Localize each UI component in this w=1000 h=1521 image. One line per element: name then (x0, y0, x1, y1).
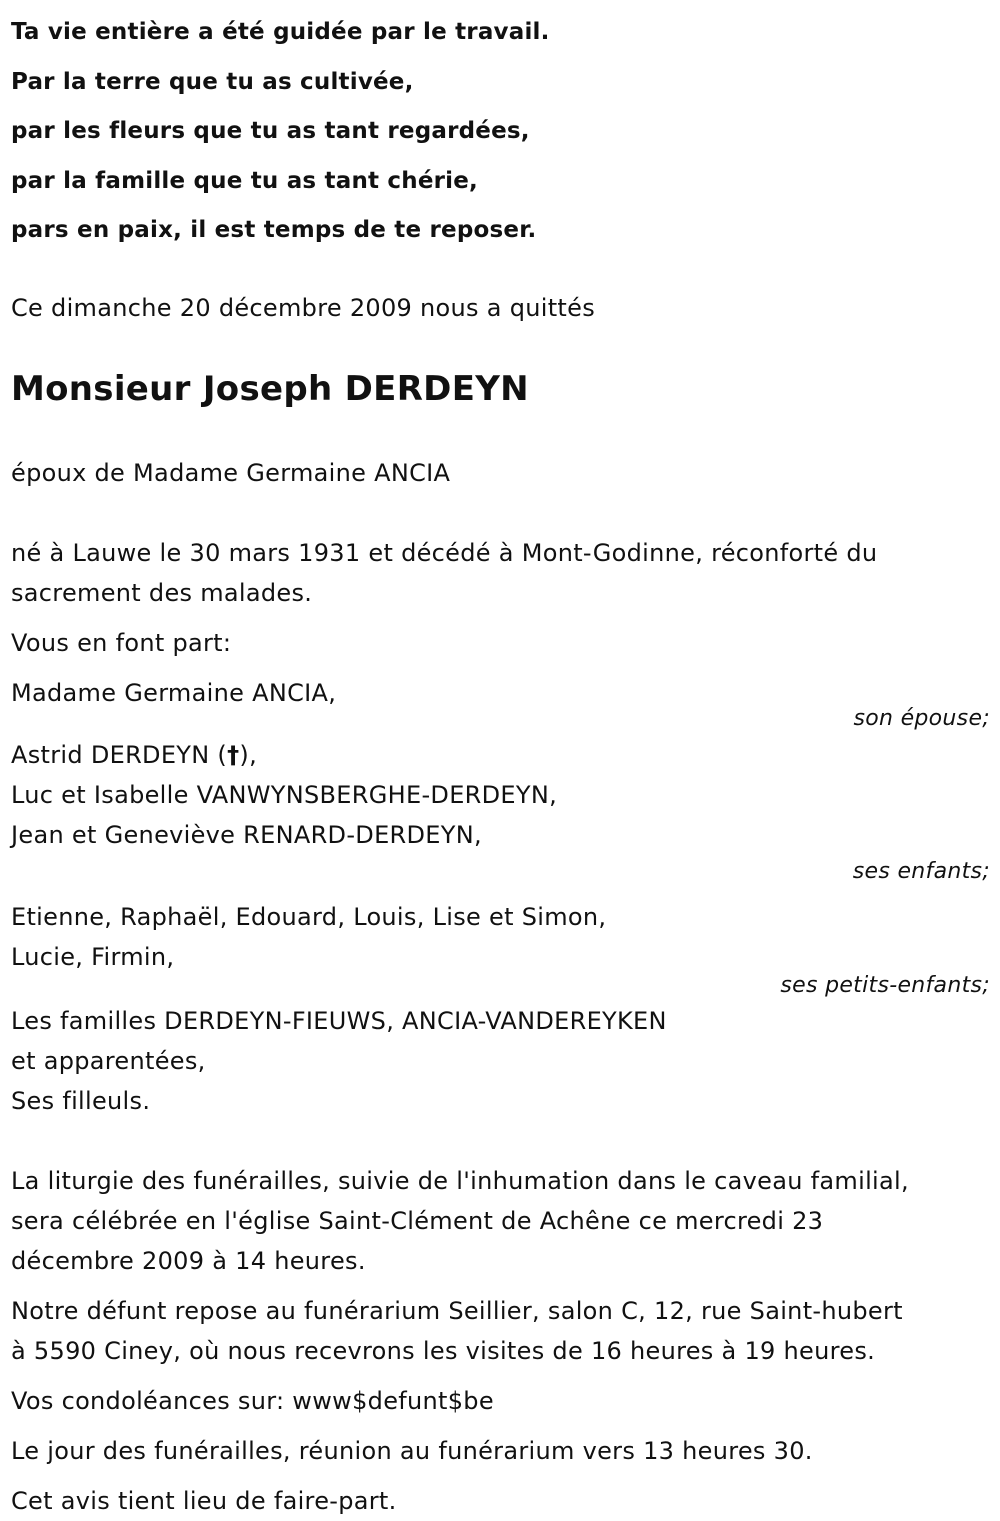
family-familles-2: et apparentées, (11, 1046, 206, 1075)
announce-line: Vous en font part: (11, 628, 232, 657)
family-familles-1: Les familles DERDEYN-FIEUWS, ANCIA-VANDEREYKEN (11, 1006, 667, 1035)
birth-death-paragraph (11, 533, 991, 613)
family-epouse-name: Madame Germaine ANCIA, (11, 678, 337, 707)
family-group-enfants (11, 735, 991, 884)
funeral-liturgy-paragraph (11, 1161, 991, 1281)
family-familles-3: Ses filleuls. (11, 1086, 151, 1115)
poem (11, 8, 991, 256)
closing-line: Cet avis tient lieu de faire-part. (11, 1486, 397, 1515)
poem-line-5: pars en paix, il est temps de te reposer. (11, 217, 537, 243)
reunion-line: Le jour des funérailles, réunion au funérarium vers 13 heures 30. (11, 1436, 813, 1465)
funerarium-line-1: Notre défunt repose au funérarium Seillier, salon C, 12, rue Saint-hubert (11, 1296, 903, 1325)
birth-death-line-1: né à Lauwe le 30 mars 1931 et décédé à Mont-Godinne, réconforté du (11, 538, 878, 567)
family-enfant-1-name: Astrid DERDEYN ( (11, 740, 228, 769)
spouse-line: époux de Madame Germaine ANCIA (11, 458, 451, 487)
funerarium-line-2: à 5590 Ciney, où nous recevrons les visites de 16 heures à 19 heures. (11, 1336, 876, 1365)
family-enfants-role: ses enfants; (852, 858, 990, 884)
family-enfant-3: Jean et Geneviève RENARD-DERDEYN, (11, 820, 482, 849)
birth-death-line-2: sacrement des malades. (11, 578, 313, 607)
family-group-familles (11, 1001, 991, 1121)
condolences-line: Vos condoléances sur: www$defunt$be (11, 1386, 494, 1415)
family-enfant-2: Luc et Isabelle VANWYNSBERGHE-DERDEYN, (11, 780, 558, 809)
family-group-epouse (11, 673, 991, 731)
cross-icon: † (227, 740, 240, 769)
poem-line-2: Par la terre que tu as cultivée, (11, 68, 414, 95)
family-petits-1: Etienne, Raphaël, Edouard, Louis, Lise et Simon, (11, 902, 607, 931)
family-group-petits-enfants (11, 897, 991, 998)
liturgy-line-1: La liturgie des funérailles, suivie de l'inhumation dans le caveau familial, (11, 1166, 909, 1195)
intro-line: Ce dimanche 20 décembre 2009 nous a quittés (11, 293, 596, 322)
family-petits-role: ses petits-enfants; (780, 972, 990, 998)
deceased-name: Monsieur Joseph DERDEYN (11, 368, 529, 409)
family-petits-2: Lucie, Firmin, (11, 942, 175, 971)
poem-line-1: Ta vie entière a été guidée par le travail. (11, 19, 550, 45)
family-epouse-role: son épouse; (853, 705, 990, 731)
poem-line-4: par la famille que tu as tant chérie, (11, 167, 478, 194)
funerarium-paragraph (11, 1291, 991, 1371)
poem-line-3: par les fleurs que tu as tant regardées, (11, 118, 530, 144)
family-enfant-1 (11, 735, 991, 775)
liturgy-line-2: sera célébrée en l'église Saint-Clément de Achêne ce mercredi 23 (11, 1206, 824, 1235)
liturgy-line-3: décembre 2009 à 14 heures. (11, 1246, 366, 1275)
obituary-notice (11, 0, 991, 1521)
family-enfant-1-end: ), (239, 740, 258, 769)
